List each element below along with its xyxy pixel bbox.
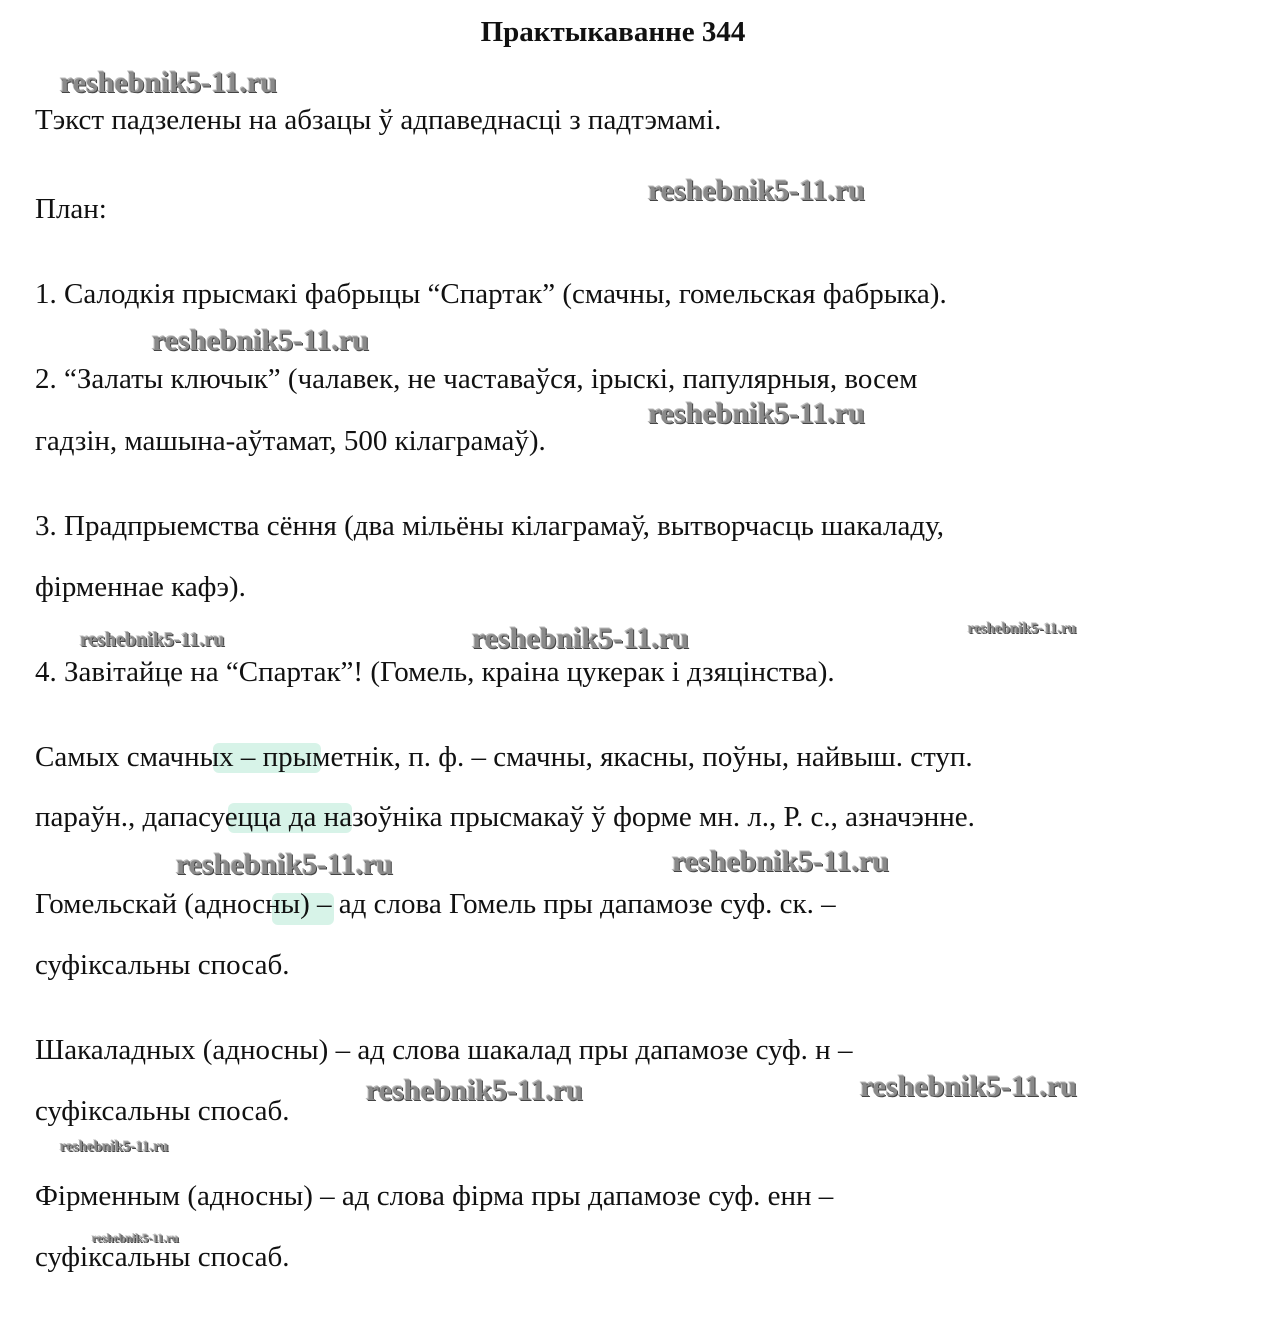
plan-item-1: 1. Салодкія прысмакі фабрыцы “Спартак” (смачны, гомельская фабрыка). bbox=[35, 278, 947, 310]
analysis-line: суфіксальны спосаб. bbox=[35, 1095, 290, 1127]
watermark: reshebnik5-11.ru bbox=[648, 397, 865, 430]
watermark: reshebnik5-11.ru bbox=[176, 848, 393, 881]
watermark: reshebnik5-11.ru bbox=[80, 629, 225, 651]
analysis-line: Фірменным (адносны) – ад слова фірма пры дапамозе суф. енн – bbox=[35, 1180, 834, 1212]
plan-item-4: 4. Завітайце на “Спартак”! (Гомель, краіна цукерак і дзяцінства). bbox=[35, 656, 835, 688]
plan-label: План: bbox=[35, 193, 107, 225]
watermark: reshebnik5-11.ru bbox=[648, 174, 865, 207]
watermark: reshebnik5-11.ru bbox=[92, 1231, 179, 1245]
analysis-line: Шакаладных (адносны) – ад слова шакалад пры дапамозе суф. н – bbox=[35, 1034, 853, 1066]
analysis-line: суфіксальны спосаб. bbox=[35, 1241, 290, 1273]
analysis-line: суфіксальны спосаб. bbox=[35, 949, 290, 981]
plan-item-2: 2. “Залаты ключык” (чалавек, не частаваўся, ірыскі, папулярныя, восем bbox=[35, 363, 918, 395]
watermark: reshebnik5-11.ru bbox=[968, 621, 1077, 637]
page-title: Практыкаванне 344 bbox=[480, 16, 746, 48]
watermark: reshebnik5-11.ru bbox=[472, 622, 689, 655]
plan-item-2-cont: гадзін, машына-аўтамат, 500 кілаграмаў). bbox=[35, 425, 546, 457]
watermark: reshebnik5-11.ru bbox=[672, 845, 889, 878]
analysis-line: параўн., дапасуецца да назоўніка прысмакаў ў форме мн. л., Р. с., азначэнне. bbox=[35, 801, 975, 833]
watermark: reshebnik5-11.ru bbox=[152, 324, 369, 357]
watermark: reshebnik5-11.ru bbox=[860, 1070, 1077, 1103]
watermark: reshebnik5-11.ru bbox=[60, 66, 277, 99]
watermark: reshebnik5-11.ru bbox=[366, 1074, 583, 1107]
analysis-line: Гомельскай (адносны) – ад слова Гомель пры дапамозе суф. ск. – bbox=[35, 888, 836, 920]
intro-text: Тэкст падзелены на абзацы ў адпаведнасці з падтэмамі. bbox=[35, 104, 722, 136]
plan-item-3-cont: фірменнае кафэ). bbox=[35, 571, 246, 603]
plan-item-3: 3. Прадпрыемства сёння (два мільёны кілаграмаў, вытворчасць шакаладу, bbox=[35, 510, 944, 542]
analysis-line: Самых смачных – прыметнік, п. ф. – смачны, якасны, поўны, найвыш. ступ. bbox=[35, 741, 973, 773]
watermark: reshebnik5-11.ru bbox=[60, 1139, 169, 1155]
